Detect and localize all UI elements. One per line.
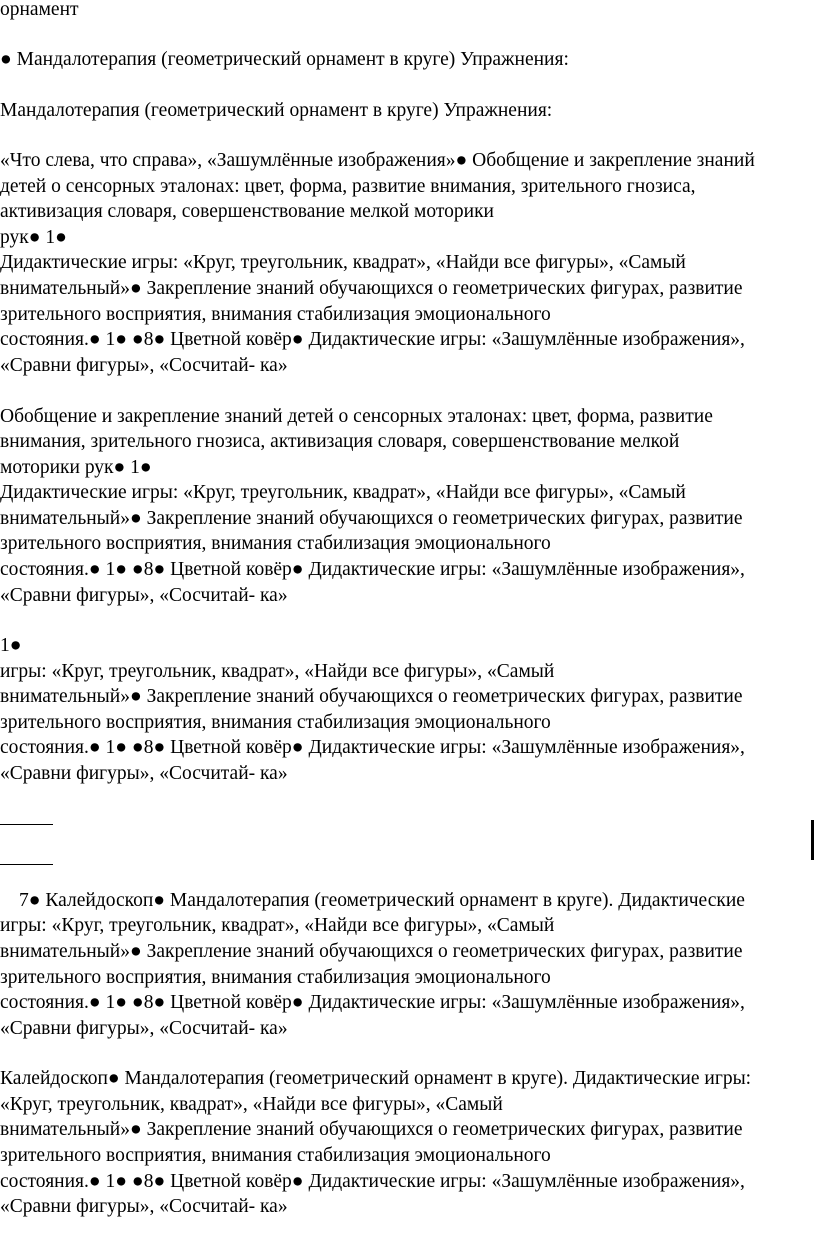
text-line: «Сравни фигуры», «Сосчитай- ка» bbox=[0, 355, 288, 376]
text-line: «Сравни фигуры», «Сосчитай- ка» bbox=[0, 763, 288, 784]
text-line: зрительного восприятия, внимания стабилизация эмоционального bbox=[0, 1145, 551, 1166]
text-line: состояния.● 1● ●8● Цветной ковёр● Дидактические игры: «Зашумлённые изображения», bbox=[0, 329, 745, 350]
text-line: игры: «Круг, треугольник, квадрат», «Найди все фигуры», «Самый bbox=[0, 915, 555, 936]
separator-line bbox=[0, 824, 53, 825]
text-line: 7● Калейдоскоп● Мандалотерапия (геометрический орнамент в круге). Дидактические bbox=[19, 890, 745, 911]
text-line: детей о сенсорных эталонах: цвет, форма, развитие внимания, зрительного гнозиса, bbox=[0, 176, 696, 197]
text-line: состояния.● 1● ●8● Цветной ковёр● Дидактические игры: «Зашумлённые изображения», bbox=[0, 992, 745, 1013]
text-line: зрительного восприятия, внимания стабилизация эмоционального bbox=[0, 304, 551, 325]
text-line: Дидактические игры: «Круг, треугольник, квадрат», «Найди все фигуры», «Самый bbox=[0, 252, 686, 273]
text-line: ● Мандалотерапия (геометрический орнамент в круге) Упражнения: bbox=[0, 49, 569, 70]
text-line: рук● 1● bbox=[0, 227, 67, 248]
text-line: активизация словаря, совершенствование мелкой моторики bbox=[0, 201, 494, 222]
text-line: «Что слева, что справа», «Зашумлённые изображения»● Обобщение и закрепление знаний bbox=[0, 150, 755, 171]
page-edge-mark bbox=[811, 820, 814, 860]
text-line: зрительного восприятия, внимания стабилизация эмоционального bbox=[0, 712, 551, 733]
text-line: Обобщение и закрепление знаний детей о сенсорных эталонах: цвет, форма, развитие bbox=[0, 406, 713, 427]
text-line: игры: «Круг, треугольник, квадрат», «Найди все фигуры», «Самый bbox=[0, 661, 555, 682]
text-line: состояния.● 1● ●8● Цветной ковёр● Дидактические игры: «Зашумлённые изображения», bbox=[0, 559, 745, 580]
text-line: «Круг, треугольник, квадрат», «Найди все фигуры», «Самый bbox=[0, 1094, 503, 1115]
text-line: состояния.● 1● ●8● Цветной ковёр● Дидактические игры: «Зашумлённые изображения», bbox=[0, 1171, 745, 1192]
text-line: Мандалотерапия (геометрический орнамент в круге) Упражнения: bbox=[0, 100, 553, 121]
text-line: внимательный»● Закрепление знаний обучающихся о геометрических фигурах, развитие bbox=[0, 508, 743, 529]
text-line: состояния.● 1● ●8● Цветной ковёр● Дидактические игры: «Зашумлённые изображения», bbox=[0, 737, 745, 758]
text-line: внимания, зрительного гнозиса, активизация словаря, совершенствование мелкой bbox=[0, 431, 680, 452]
text-line: «Сравни фигуры», «Сосчитай- ка» bbox=[0, 1196, 288, 1217]
text-line: зрительного восприятия, внимания стабилизация эмоционального bbox=[0, 967, 551, 988]
text-line: Дидактические игры: «Круг, треугольник, квадрат», «Найди все фигуры», «Самый bbox=[0, 482, 686, 503]
text-line: зрительного восприятия, внимания стабилизация эмоционального bbox=[0, 533, 551, 554]
text-line: внимательный»● Закрепление знаний обучающихся о геометрических фигурах, развитие bbox=[0, 941, 743, 962]
text-line: Калейдоскоп● Мандалотерапия (геометрический орнамент в круге). Дидактические игры: bbox=[0, 1068, 752, 1089]
text-line: внимательный»● Закрепление знаний обучающихся о геометрических фигурах, развитие bbox=[0, 1119, 743, 1140]
text-line: 1● bbox=[0, 635, 22, 656]
text-line: орнамент bbox=[0, 0, 79, 20]
text-line: «Сравни фигуры», «Сосчитай- ка» bbox=[0, 585, 288, 606]
separator-line bbox=[0, 864, 53, 865]
text-line: моторики рук● 1● bbox=[0, 457, 152, 478]
text-line: внимательный»● Закрепление знаний обучающихся о геометрических фигурах, развитие bbox=[0, 278, 743, 299]
text-line: «Сравни фигуры», «Сосчитай- ка» bbox=[0, 1018, 288, 1039]
text-line: внимательный»● Закрепление знаний обучающихся о геометрических фигурах, развитие bbox=[0, 686, 743, 707]
